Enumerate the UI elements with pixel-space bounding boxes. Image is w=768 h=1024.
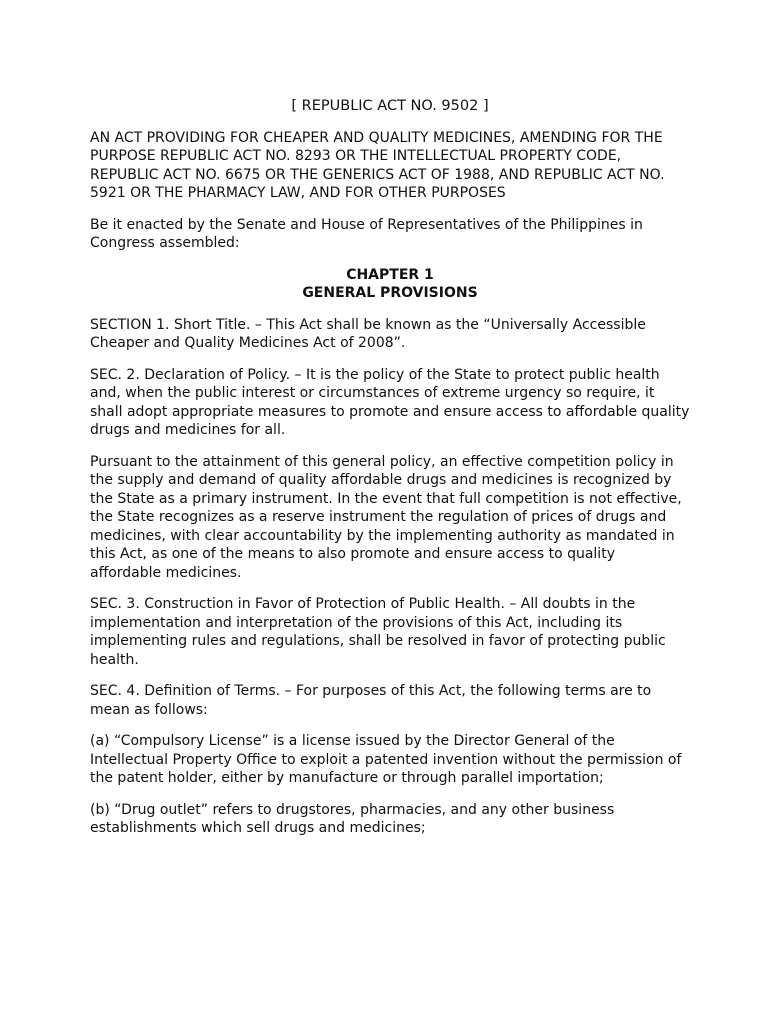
chapter-title: GENERAL PROVISIONS xyxy=(302,285,478,301)
definition-compulsory-license: (a) “Compulsory License” is a license issued by the Director General of the Intellectual Property Office to exploit a patented invention without the permission of the patent holder, either by manufacture or through parallel importation; xyxy=(90,733,682,786)
section-1-short-title: SECTION 1. Short Title. – This Act shall be known as the “Universally Accessible Cheaper and Quality Medicines Act of 2008”. xyxy=(90,316,646,351)
section-2-declaration-of-policy: SEC. 2. Declaration of Policy. – It is the policy of the State to protect public health and, when the public interest or circumstances of extreme urgency so require, it shall adopt appropriate measures to promote and ensure access to affordable quality drugs and medicines for all. xyxy=(90,366,690,438)
section-2-competition-policy: Pursuant to the attainment of this general policy, an effective competition policy in the supply and demand of quality affordable drugs and medicines is recognized by the State as a primary instrument. In the event that full competition is not effective, the State recognizes as a reserve instrument the regulation of prices of drugs and medicines, with clear accountability by the implementing authority as mandated in this Act, as one of the means to also promote and ensure access to quality affordable medicines. xyxy=(90,453,682,581)
enacting-clause: Be it enacted by the Senate and House of Representatives of the Philippines in Congress assembled: xyxy=(90,216,643,251)
chapter-heading xyxy=(90,266,690,303)
section-3-construction: SEC. 3. Construction in Favor of Protection of Public Health. – All doubts in the implementation and interpretation of the provisions of this Act, including its implementing rules and regulations, shall be resolved in favor of protecting public health. xyxy=(90,596,666,668)
section-4-definition-of-terms: SEC. 4. Definition of Terms. – For purposes of this Act, the following terms are to mean as follows: xyxy=(90,683,652,718)
act-title: AN ACT PROVIDING FOR CHEAPER AND QUALITY MEDICINES, AMENDING FOR THE PURPOSE REPUBLIC ACT NO. 8293 OR THE INTELLECTUAL PROPERTY CODE, REPUBLIC ACT NO. 6675 OR THE GENERICS ACT OF 1988, AND REPUBLIC ACT NO. 5921 OR THE PHARMACY LAW, AND FOR OTHER PURPOSES xyxy=(90,129,665,201)
chapter-number: CHAPTER 1 xyxy=(346,266,434,283)
document-page xyxy=(90,97,690,851)
definition-drug-outlet: (b) “Drug outlet” refers to drugstores, pharmacies, and any other business establishments which sell drugs and medicines; xyxy=(90,801,615,836)
document-title: [ REPUBLIC ACT NO. 9502 ] xyxy=(291,98,489,114)
